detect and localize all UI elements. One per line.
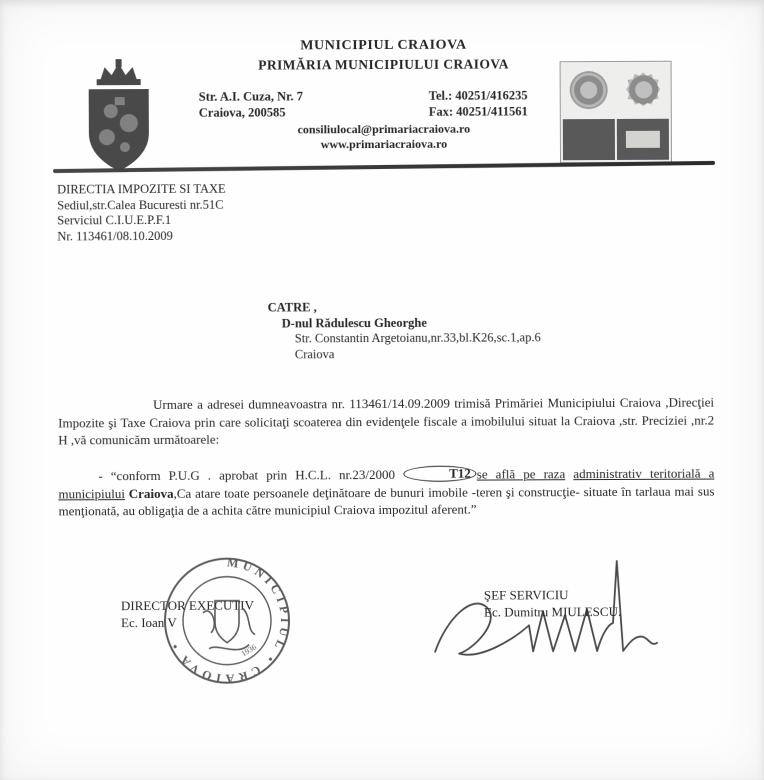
department-service: Serviciul C.I.U.E.P.F.1 bbox=[57, 212, 172, 228]
bold-city-name: Craiova bbox=[124, 485, 174, 501]
handwritten-signature bbox=[429, 551, 670, 687]
fax-number: Fax: 40251/411561 bbox=[428, 104, 528, 119]
recipient-name: D-nul Rădulescu Gheorghe bbox=[281, 315, 427, 330]
header-telfax bbox=[429, 87, 528, 119]
city-hall-title: PRIMĂRIA MUNICIPIULUI CRAIOVA bbox=[258, 56, 509, 73]
address-city: Craiova, 200585 bbox=[198, 105, 286, 120]
right-signer-title: ŞEF SERVICIU bbox=[483, 587, 569, 603]
cert-band-right bbox=[617, 119, 669, 160]
phone-number: Tel.: 40251/416235 bbox=[428, 88, 528, 103]
certification-badge bbox=[560, 61, 672, 163]
cert-seal-icon bbox=[571, 73, 605, 107]
recipient-city: Craiova bbox=[294, 346, 335, 361]
header-address bbox=[199, 88, 303, 120]
stamp-year: 1936 bbox=[239, 642, 258, 659]
department-name: DIRECTIA IMPOZITE SI TAXE bbox=[57, 181, 226, 197]
municipality-title: MUNICIPIUL CRAIOVA bbox=[300, 37, 467, 54]
space bbox=[565, 466, 573, 481]
underlined-phrase-1: se află pe raza bbox=[476, 466, 566, 482]
recipient-block bbox=[268, 299, 541, 362]
right-signer-name: Ec. Dumitru MIULESCU. bbox=[483, 603, 622, 620]
craiova-coat-of-arms-icon bbox=[67, 59, 172, 177]
circled-parcel-ref: T12 bbox=[403, 466, 477, 482]
stamp-ring-text: MUNICIPIUL • CRAIOVA • bbox=[166, 555, 293, 686]
registration-number: Nr. 113461/08.10.2009 bbox=[57, 228, 173, 243]
department-address: Sediul,str.Calea Bucuresti nr.51C bbox=[57, 197, 224, 212]
quote-opening: - “conform P.U.G . aprobat prin H.C.L. nr.23/2000 bbox=[98, 466, 404, 484]
recipient-address: Str. Constantin Argetoianu,nr.33,bl.K26,sc.1,ap.6 bbox=[294, 330, 541, 346]
address-street: Str. A.I. Cuza, Nr. 7 bbox=[198, 89, 304, 104]
official-round-stamp bbox=[159, 552, 296, 689]
underlined-phrase-2: administrativ teritorială a municipiului bbox=[58, 465, 715, 501]
body-paragraph-intro: Urmare a adresei dumneavoastra nr. 113461/14.09.2009 trimisă Primăriei Municipiului Craiova ,Direcţiei Impozite şi Taxe Craiova prin care solicitaţi scoaterea din evidenţele fiscale a imobilului situat la Craiova ,str. Preciziei ,nr.2 H ,vă comunicăm următoarele: bbox=[58, 394, 715, 448]
body-paragraph-quote bbox=[58, 465, 714, 520]
left-signer-name: Ec. Ioan V bbox=[120, 614, 177, 631]
cert-band-left bbox=[563, 119, 615, 160]
recipient-salutation: CATRE , bbox=[267, 300, 317, 315]
certification-seals bbox=[561, 62, 671, 117]
quote-closing: ,Ca atare toate persoanele deţinătoare de bunuri imobile -teren şi construcţie- situate în tarlaua mai sus menţionată, au obligaţia de a achita către municipiul Craiova impozitul aferent.” bbox=[58, 483, 715, 519]
department-block bbox=[57, 182, 226, 245]
cert-gear-seal-icon bbox=[626, 72, 660, 106]
left-signer-title: DIRECTOR EXECUTIV bbox=[120, 597, 254, 614]
header-email: consiliulocal@primariacraiova.ro bbox=[297, 121, 471, 137]
header-website: www.primariacraiova.ro bbox=[320, 136, 448, 152]
header-title-block bbox=[168, 37, 598, 74]
certification-labels bbox=[561, 117, 671, 162]
